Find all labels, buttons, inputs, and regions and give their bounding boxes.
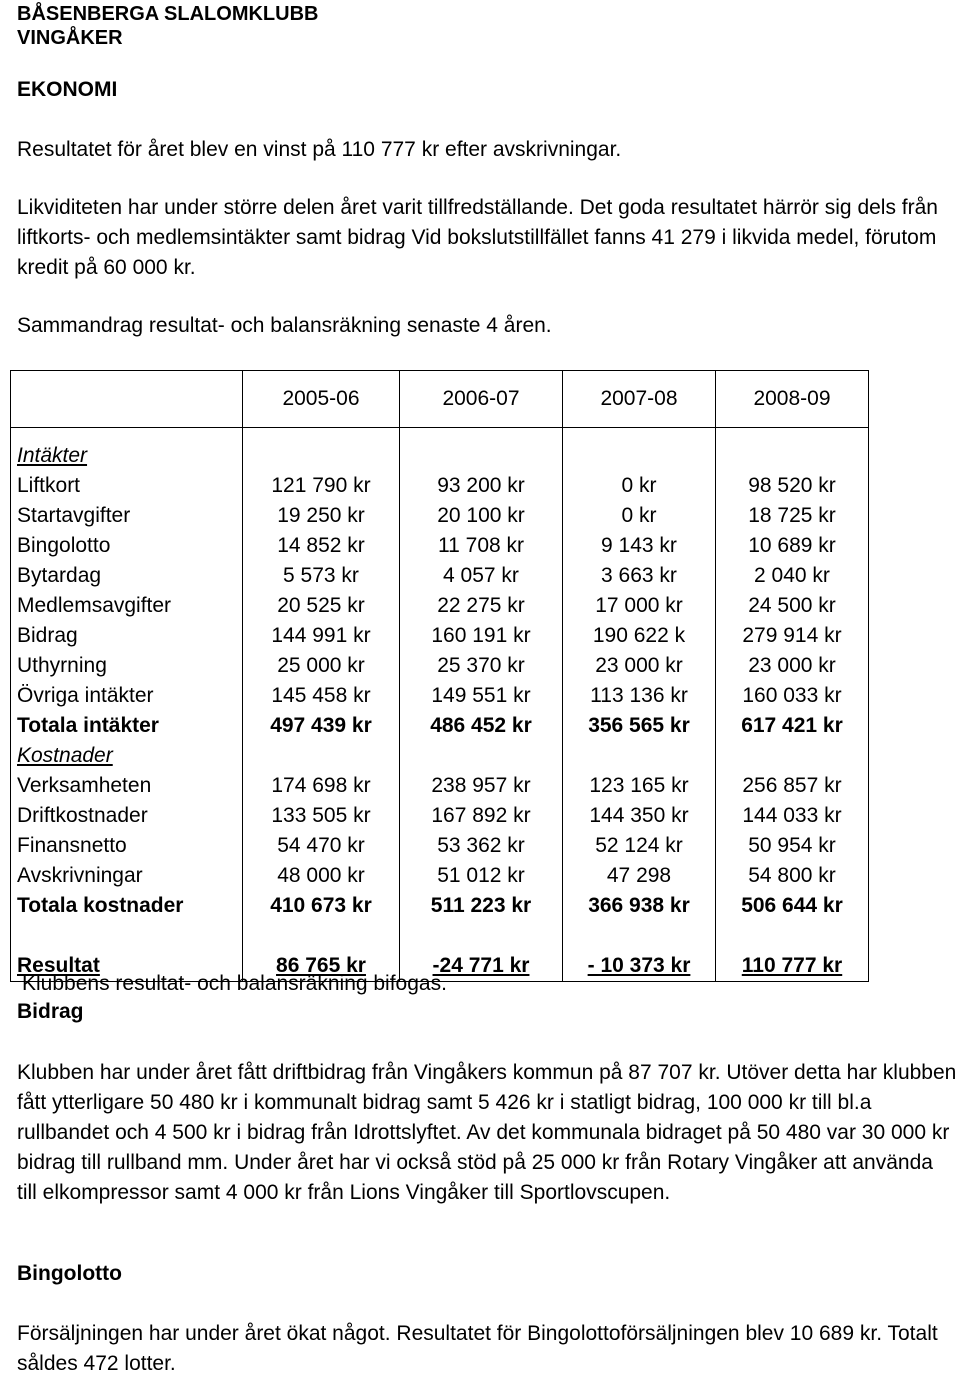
income-row-value-text: 149 551 kr <box>431 684 531 707</box>
income-row-value-text: 121 790 kr <box>271 474 371 497</box>
income-row-value-3 <box>563 651 716 681</box>
cost-row-value-text: 51 012 kr <box>437 864 525 887</box>
income-row-label <box>11 471 243 501</box>
cost-row <box>11 771 869 801</box>
income-total-row-value-text: 497 439 kr <box>270 714 372 737</box>
income-row-label-text: Medlemsavgifter <box>17 594 172 617</box>
income-row-value-3 <box>563 531 716 561</box>
income-row-value-2 <box>400 591 563 621</box>
paragraph-liquidity: Likviditeten har under större delen året varit tillfredställande. Det goda resultatet härrör sig dels från liftkorts- och medlemsintäkter samt bidrag Vid bokslutstillfället fanns 41 279 i likvida medel, förutom kredit på 60 000 kr. <box>17 196 938 279</box>
spacer-row-value-1 <box>243 428 400 442</box>
cost-row-value-2 <box>400 861 563 891</box>
cost-row-value-1 <box>243 831 400 861</box>
club-name-line2: VINGÅKER <box>17 27 123 49</box>
income-row-label <box>11 501 243 531</box>
income-row-value-1 <box>243 561 400 591</box>
cost-row-value-text: 48 000 kr <box>277 864 365 887</box>
cost-heading-row-value-4 <box>716 741 869 771</box>
cost-row-value-3 <box>563 771 716 801</box>
header-row-years-value-text: 2005-06 <box>282 387 360 410</box>
result-row-value-text: -24 771 kr <box>432 954 530 977</box>
income-row-value-4 <box>716 531 869 561</box>
income-row <box>11 561 869 591</box>
income-row <box>11 531 869 561</box>
income-row-label <box>11 681 243 711</box>
income-row-value-2 <box>400 501 563 531</box>
section-title-bingolotto: Bingolotto <box>17 1262 122 1285</box>
income-row-label <box>11 561 243 591</box>
blank-row-value-2 <box>400 921 563 951</box>
income-row-label-text: Bidrag <box>17 624 78 647</box>
income-row-value-1 <box>243 471 400 501</box>
cost-row-value-text: 47 298 <box>606 864 672 887</box>
income-row-value-2 <box>400 681 563 711</box>
cost-row-value-2 <box>400 771 563 801</box>
cost-row <box>11 861 869 891</box>
income-row-value-1 <box>243 621 400 651</box>
cost-row-value-text: 144 350 kr <box>589 804 689 827</box>
blank-row-value-1 <box>243 921 400 951</box>
cost-row-value-2 <box>400 801 563 831</box>
cost-row <box>11 831 869 861</box>
income-row <box>11 501 869 531</box>
income-row-value-text: 160 033 kr <box>742 684 842 707</box>
income-row-value-4 <box>716 591 869 621</box>
income-row-value-text: 22 275 kr <box>437 594 525 617</box>
income-row-label <box>11 621 243 651</box>
income-row <box>11 681 869 711</box>
club-name-line1: BÅSENBERGA SLALOMKLUBB <box>17 3 319 25</box>
header-row-years-value-text: 2007-08 <box>600 387 678 410</box>
result-row-value-text: - 10 373 kr <box>587 954 691 977</box>
income-row-value-4 <box>716 621 869 651</box>
cost-row-value-1 <box>243 801 400 831</box>
cost-heading-row-value-3 <box>563 741 716 771</box>
cost-row-value-text: 238 957 kr <box>431 774 531 797</box>
income-row-value-2 <box>400 531 563 561</box>
paragraph-result: Resultatet för året blev en vinst på 110 777 kr efter avskrivningar. <box>17 138 622 161</box>
income-total-row-value-text: 617 421 kr <box>741 714 843 737</box>
income-row-value-3 <box>563 621 716 651</box>
header-row-years-value-4 <box>716 371 869 428</box>
header-row-years-label <box>11 371 243 428</box>
income-row <box>11 471 869 501</box>
income-row-value-text: 113 136 kr <box>590 684 688 707</box>
cost-total-row-label-text: Totala kostnader <box>17 894 184 917</box>
income-row-value-text: 18 725 kr <box>748 504 836 527</box>
income-row-value-3 <box>563 591 716 621</box>
cost-heading-row-label-text: Kostnader <box>17 744 113 767</box>
spacer-row-value-4 <box>716 428 869 442</box>
section-title-ekonomi: EKONOMI <box>17 78 118 101</box>
paragraph-summary-intro: Sammandrag resultat- och balansräkning senaste 4 åren. <box>17 314 552 337</box>
cost-row-value-text: 123 165 kr <box>589 774 689 797</box>
income-row-value-2 <box>400 621 563 651</box>
income-row-value-text: 14 852 kr <box>277 534 365 557</box>
blank-row-value-4 <box>716 921 869 951</box>
cost-heading-row <box>11 741 869 771</box>
header-row-years-value-text: 2006-07 <box>442 387 520 410</box>
cost-row-value-4 <box>716 831 869 861</box>
section-title-bidrag: Bidrag <box>17 1000 84 1023</box>
paragraph-bingolotto: Försäljningen har under året ökat något. Resultatet för Bingolottoförsäljningen blev 10 689 kr. Totalt såldes 472 lotter. <box>17 1322 938 1375</box>
cost-heading-row-label <box>11 741 243 771</box>
income-row-value-text: 98 520 kr <box>748 474 836 497</box>
cost-row-label-text: Finansnetto <box>17 834 127 857</box>
income-row-value-text: 11 708 kr <box>438 534 524 557</box>
income-heading-row-value-4 <box>716 441 869 471</box>
income-row-value-text: 3 663 kr <box>601 564 677 587</box>
header-row-years <box>11 371 869 428</box>
income-row-value-text: 0 kr <box>621 504 657 527</box>
income-row-value-4 <box>716 681 869 711</box>
cost-row-value-text: 144 033 kr <box>742 804 842 827</box>
cost-row-value-text: 50 954 kr <box>748 834 836 857</box>
cost-row-label <box>11 831 243 861</box>
income-row-value-1 <box>243 651 400 681</box>
income-row-value-text: 23 000 kr <box>595 654 683 677</box>
spacer-row-value-3 <box>563 428 716 442</box>
spacer-row-value-2 <box>400 428 563 442</box>
cost-heading-row-value-1 <box>243 741 400 771</box>
income-row-label-text: Bingolotto <box>17 534 111 557</box>
income-row-value-4 <box>716 471 869 501</box>
cost-total-row-value-1 <box>243 891 400 921</box>
income-total-row-value-text: 356 565 kr <box>588 714 690 737</box>
income-row-value-text: 93 200 kr <box>437 474 525 497</box>
cost-row-value-1 <box>243 771 400 801</box>
header-row-years-value-text: 2008-09 <box>753 387 831 410</box>
cost-total-row-value-text: 511 223 kr <box>430 894 532 917</box>
income-row-label <box>11 531 243 561</box>
cost-row-value-3 <box>563 801 716 831</box>
cost-row-value-text: 167 892 kr <box>431 804 531 827</box>
attachment-note: Klubbens resultat- och balansräkning bifogas. <box>22 972 447 995</box>
spacer-row <box>11 428 869 442</box>
cost-row-label-text: Verksamheten <box>17 774 152 797</box>
income-heading-row-label <box>11 441 243 471</box>
cost-row-label-text: Avskrivningar <box>17 864 143 887</box>
income-heading-row-label-text: Intäkter <box>17 444 88 467</box>
income-row-value-1 <box>243 681 400 711</box>
income-row-value-text: 25 000 kr <box>277 654 365 677</box>
income-row-value-text: 20 100 kr <box>437 504 525 527</box>
income-row-value-1 <box>243 501 400 531</box>
income-row-value-2 <box>400 471 563 501</box>
blank-row-value-3 <box>563 921 716 951</box>
income-row-label <box>11 591 243 621</box>
cost-heading-row-value-2 <box>400 741 563 771</box>
cost-row-value-4 <box>716 771 869 801</box>
cost-row-value-3 <box>563 861 716 891</box>
cost-row-value-1 <box>243 861 400 891</box>
cost-total-row-value-text: 410 673 kr <box>270 894 372 917</box>
income-row-value-text: 20 525 kr <box>277 594 365 617</box>
income-total-row-value-4 <box>716 711 869 741</box>
income-row-label <box>11 651 243 681</box>
cost-row-label-text: Driftkostnader <box>17 804 148 827</box>
income-row-value-text: 0 kr <box>621 474 657 497</box>
cost-total-row-value-4 <box>716 891 869 921</box>
income-row-value-text: 23 000 kr <box>748 654 836 677</box>
income-row-value-text: 9 143 kr <box>601 534 677 557</box>
cost-row-value-2 <box>400 831 563 861</box>
income-total-row-label <box>11 711 243 741</box>
cost-row-value-3 <box>563 831 716 861</box>
income-row-value-text: 5 573 kr <box>283 564 359 587</box>
income-row-value-2 <box>400 651 563 681</box>
income-total-row-value-2 <box>400 711 563 741</box>
cost-row-value-4 <box>716 861 869 891</box>
income-row-label-text: Uthyrning <box>17 654 107 677</box>
income-row-value-text: 144 991 kr <box>271 624 371 647</box>
paragraph-bidrag: Klubben har under året fått driftbidrag från Vingåkers kommun på 87 707 kr. Utöver detta har klubben fått ytterligare 50 480 kr i kommunalt bidrag samt 5 426 kr i statligt bidrag, 100 000 kr till bl.a rullbandet och 4 500 kr i bidrag från Idrottslyftet. Av det kommunala bidraget på 50 480 var 30 000 kr bidrag till rullband mm. Under året har vi också stöd på 25 000 kr från Rotary Vingåker att använda till elkompressor samt 4 000 kr från Lions Vingåker till Sportlovscupen. <box>17 1061 957 1204</box>
income-row-value-text: 160 191 kr <box>431 624 531 647</box>
income-row <box>11 591 869 621</box>
income-row-value-text: 17 000 kr <box>595 594 683 617</box>
cost-total-row <box>11 891 869 921</box>
income-row-value-text: 2 040 kr <box>754 564 830 587</box>
cost-row-value-4 <box>716 801 869 831</box>
income-row-value-2 <box>400 561 563 591</box>
result-row-value-text: 110 777 kr <box>741 954 843 977</box>
blank-row <box>11 921 869 951</box>
income-row-value-3 <box>563 681 716 711</box>
income-row-value-1 <box>243 591 400 621</box>
cost-row-label <box>11 771 243 801</box>
income-row <box>11 621 869 651</box>
header-row-years-value-3 <box>563 371 716 428</box>
income-row-value-4 <box>716 501 869 531</box>
income-total-row-value-1 <box>243 711 400 741</box>
cost-row-label <box>11 801 243 831</box>
income-row-value-3 <box>563 501 716 531</box>
blank-row-label <box>11 921 243 951</box>
header-row-years-value-1 <box>243 371 400 428</box>
financial-summary-table <box>10 370 869 982</box>
cost-total-row-value-text: 506 644 kr <box>741 894 843 917</box>
income-row-value-text: 19 250 kr <box>277 504 365 527</box>
income-row-value-3 <box>563 471 716 501</box>
income-row-value-3 <box>563 561 716 591</box>
cost-row-value-text: 53 362 kr <box>437 834 525 857</box>
cost-total-row-value-2 <box>400 891 563 921</box>
income-row-value-1 <box>243 531 400 561</box>
income-row-value-text: 145 458 kr <box>271 684 371 707</box>
cost-row-value-text: 174 698 kr <box>271 774 371 797</box>
cost-total-row-label <box>11 891 243 921</box>
header-row-years-value-2 <box>400 371 563 428</box>
income-heading-row <box>11 441 869 471</box>
income-row-value-text: 10 689 kr <box>748 534 836 557</box>
income-row-value-text: 190 622 k <box>592 624 686 647</box>
income-row-value-4 <box>716 651 869 681</box>
income-row-value-4 <box>716 561 869 591</box>
income-row-label-text: Bytardag <box>17 564 102 587</box>
income-row-value-text: 279 914 kr <box>742 624 842 647</box>
income-row <box>11 651 869 681</box>
income-total-row <box>11 711 869 741</box>
income-total-row-value-text: 486 452 kr <box>430 714 532 737</box>
income-heading-row-value-3 <box>563 441 716 471</box>
income-heading-row-value-2 <box>400 441 563 471</box>
income-row-label-text: Övriga intäkter <box>17 684 154 707</box>
income-row-label-text: Startavgifter <box>17 504 131 527</box>
income-row-label-text: Liftkort <box>17 474 81 497</box>
income-row-value-text: 24 500 kr <box>748 594 836 617</box>
cost-row-value-text: 54 470 kr <box>277 834 365 857</box>
result-row-value-text: 86 765 kr <box>276 954 366 977</box>
cost-row <box>11 801 869 831</box>
cost-row-value-text: 54 800 kr <box>748 864 836 887</box>
cost-row-value-text: 52 124 kr <box>595 834 683 857</box>
income-row-value-text: 25 370 kr <box>437 654 525 677</box>
cost-row-value-text: 133 505 kr <box>271 804 371 827</box>
cost-row-label <box>11 861 243 891</box>
income-total-row-value-3 <box>563 711 716 741</box>
result-row-label-text: Resultat <box>17 954 100 977</box>
cost-row-value-text: 256 857 kr <box>742 774 842 797</box>
income-row-value-text: 4 057 kr <box>443 564 519 587</box>
income-heading-row-value-1 <box>243 441 400 471</box>
cost-total-row-value-text: 366 938 kr <box>588 894 690 917</box>
spacer-row-label <box>11 428 243 442</box>
cost-total-row-value-3 <box>563 891 716 921</box>
income-total-row-label-text: Totala intäkter <box>17 714 159 737</box>
